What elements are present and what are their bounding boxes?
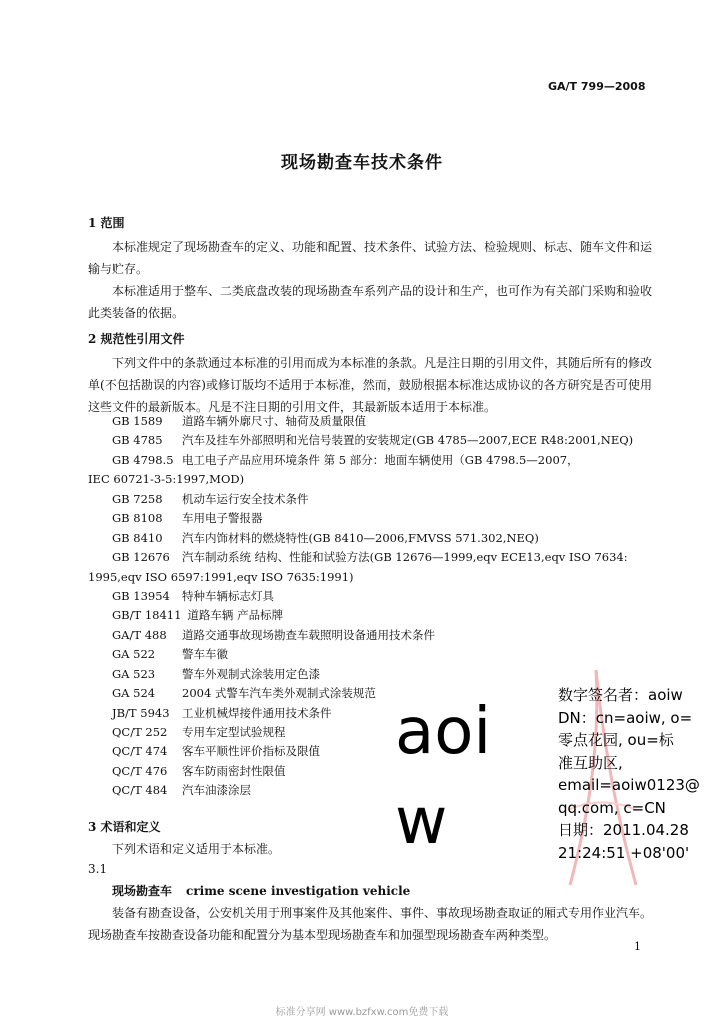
section-1-heading: 1 范围	[88, 216, 125, 230]
reference-title: 1995,eqv ISO 6597:1991,eqv ISO 7635:1991)	[88, 569, 354, 584]
reference-code: GB 4798.5	[112, 452, 174, 467]
signature-line: DN：cn=aoiw, o=	[558, 708, 693, 727]
signature-line: 准互助区,	[558, 753, 623, 772]
page-number: 1	[634, 940, 641, 953]
reference-code: GA/T 488	[112, 627, 167, 642]
section-1-paragraph-2: 本标准适用于整车、二类底盘改装的现场勘查车系列产品的设计和生产，也可作为有关部门采购和验收此类装备的依据。	[88, 284, 653, 320]
reference-code: JB/T 5943	[112, 705, 170, 720]
reference-title: 客车防雨密封性限值	[182, 763, 286, 778]
signature-line: email=aoiw0123@	[558, 776, 700, 794]
reference-item	[88, 451, 652, 470]
reference-code: QC/T 252	[112, 725, 168, 739]
section-3-intro: 下列术语和定义适用于本标准。	[112, 842, 281, 856]
reference-title: 汽车制动系统 结构、性能和试验方法(GB 12676—1999,eqv ECE13,eqv ISO 7634:	[182, 550, 628, 565]
reference-title: 道路交通事故现场勘查车载照明设备通用技术条件	[182, 627, 435, 642]
reference-title: 汽车内饰材料的燃烧特性(GB 8410—2006,FMVSS 571.302,NEQ)	[182, 530, 539, 545]
section-2-intro: 下列文件中的条款通过本标准的引用而成为本标准的条款。凡是注日期的引用文件，其随后所有的修改单(不包括勘误的内容)或修订版均不适用于本标准，然而，鼓励根据本标准达成协议的各方研究是否可使用这些文件的最新版本。凡是不注日期的引用文件，其最新版本适用于本标准。	[88, 356, 653, 414]
reference-code: GB 12676	[112, 550, 170, 565]
reference-title: 电工电子产品应用环境条件 第 5 部分：地面车辆使用（GB 4798.5—2007，	[182, 452, 579, 467]
reference-code: GB 8410	[112, 530, 163, 545]
reference-title: 2004 式警车汽车类外观制式涂装规范	[182, 686, 376, 701]
reference-code: GB 8108	[112, 511, 163, 526]
reference-title: 警车外观制式涂装用定色漆	[182, 666, 320, 681]
reference-item	[88, 587, 652, 606]
term-cn: 现场勘查车	[112, 884, 173, 898]
digital-signature-info	[558, 684, 724, 864]
clause-number: 3.1	[88, 862, 108, 876]
standard-code: GA/T 799—2008	[548, 80, 646, 93]
reference-title: 车用电子警报器	[182, 511, 263, 526]
reference-code: GB 4785	[112, 433, 163, 448]
reference-title: 机动车运行安全技术条件	[182, 491, 309, 506]
reference-item	[88, 548, 652, 567]
signature-mark-line-1: aoi	[395, 695, 492, 769]
reference-item	[88, 490, 652, 509]
reference-title: IEC 60721-3-5:1997,MOD)	[88, 472, 245, 487]
reference-title: 道路车辆外廓尺寸、轴荷及质量限值	[182, 414, 366, 428]
reference-code: QC/T 484	[112, 783, 168, 798]
reference-code: GB/T 18411	[112, 608, 182, 623]
term-definition: 装备有勘查设备，公安机关用于刑事案件及其他案件、事件、事故现场勘查取证的厢式专用作业汽车。现场勘查车按勘查设备功能和配置分为基本型现场勘查车和加强型现场勘查车两种类型。	[88, 906, 653, 942]
reference-item	[88, 626, 652, 645]
reference-code: GB 1589	[112, 414, 163, 428]
watermark-footer: 标准分享网 www.bzfxw.com免费下载	[275, 1007, 449, 1018]
reference-item-continuation	[88, 470, 652, 489]
reference-item	[88, 412, 652, 431]
signature-line: qq.com, c=CN	[558, 798, 666, 817]
section-3-heading: 3 术语和定义	[88, 820, 161, 834]
reference-code: GA 523	[112, 666, 156, 681]
reference-item	[88, 606, 652, 625]
reference-title: 客车平顺性评价指标及限值	[182, 744, 320, 759]
signature-mark-line-2: w	[395, 785, 448, 859]
signature-line: 数字签名者：aoiw	[558, 686, 683, 704]
signature-line: 日期：2011.04.28	[558, 821, 689, 839]
signature-line: 21:24:51 +08'00'	[558, 843, 690, 862]
reference-title: 特种车辆标志灯具	[182, 588, 274, 603]
reference-code: QC/T 474	[112, 744, 168, 759]
reference-code: QC/T 476	[112, 763, 168, 778]
reference-title: 警车车徽	[182, 647, 228, 662]
reference-code: GB 7258	[112, 491, 163, 506]
reference-title: 汽车油漆涂层	[182, 783, 251, 798]
section-1-paragraph-1: 本标准规定了现场勘查车的定义、功能和配置、技术条件、试验方法、检验规则、标志、随车文件和运输与贮存。	[88, 240, 653, 276]
reference-item	[88, 431, 652, 450]
reference-item	[88, 529, 652, 548]
reference-title: 汽车及挂车外部照明和光信号装置的安装规定(GB 4785—2007,ECE R48:2001,NEQ)	[182, 433, 634, 448]
reference-code: GA 524	[112, 686, 156, 701]
reference-title: 专用车定型试验规程	[182, 725, 286, 739]
reference-title: 工业机械焊接件通用技术条件	[182, 705, 332, 720]
document-title: 现场勘查车技术条件	[281, 153, 443, 173]
term-en: crime scene investigation vehicle	[186, 884, 411, 898]
signature-line: 零点花园, ou=标	[558, 731, 674, 749]
reference-code: GB 13954	[112, 588, 170, 603]
section-2-heading: 2 规范性引用文件	[88, 332, 185, 346]
reference-title: 道路车辆 产品标牌	[187, 608, 284, 623]
reference-item-continuation	[88, 568, 652, 587]
term-heading	[112, 882, 410, 899]
reference-code: GA 522	[112, 647, 156, 662]
reference-item	[88, 509, 652, 528]
